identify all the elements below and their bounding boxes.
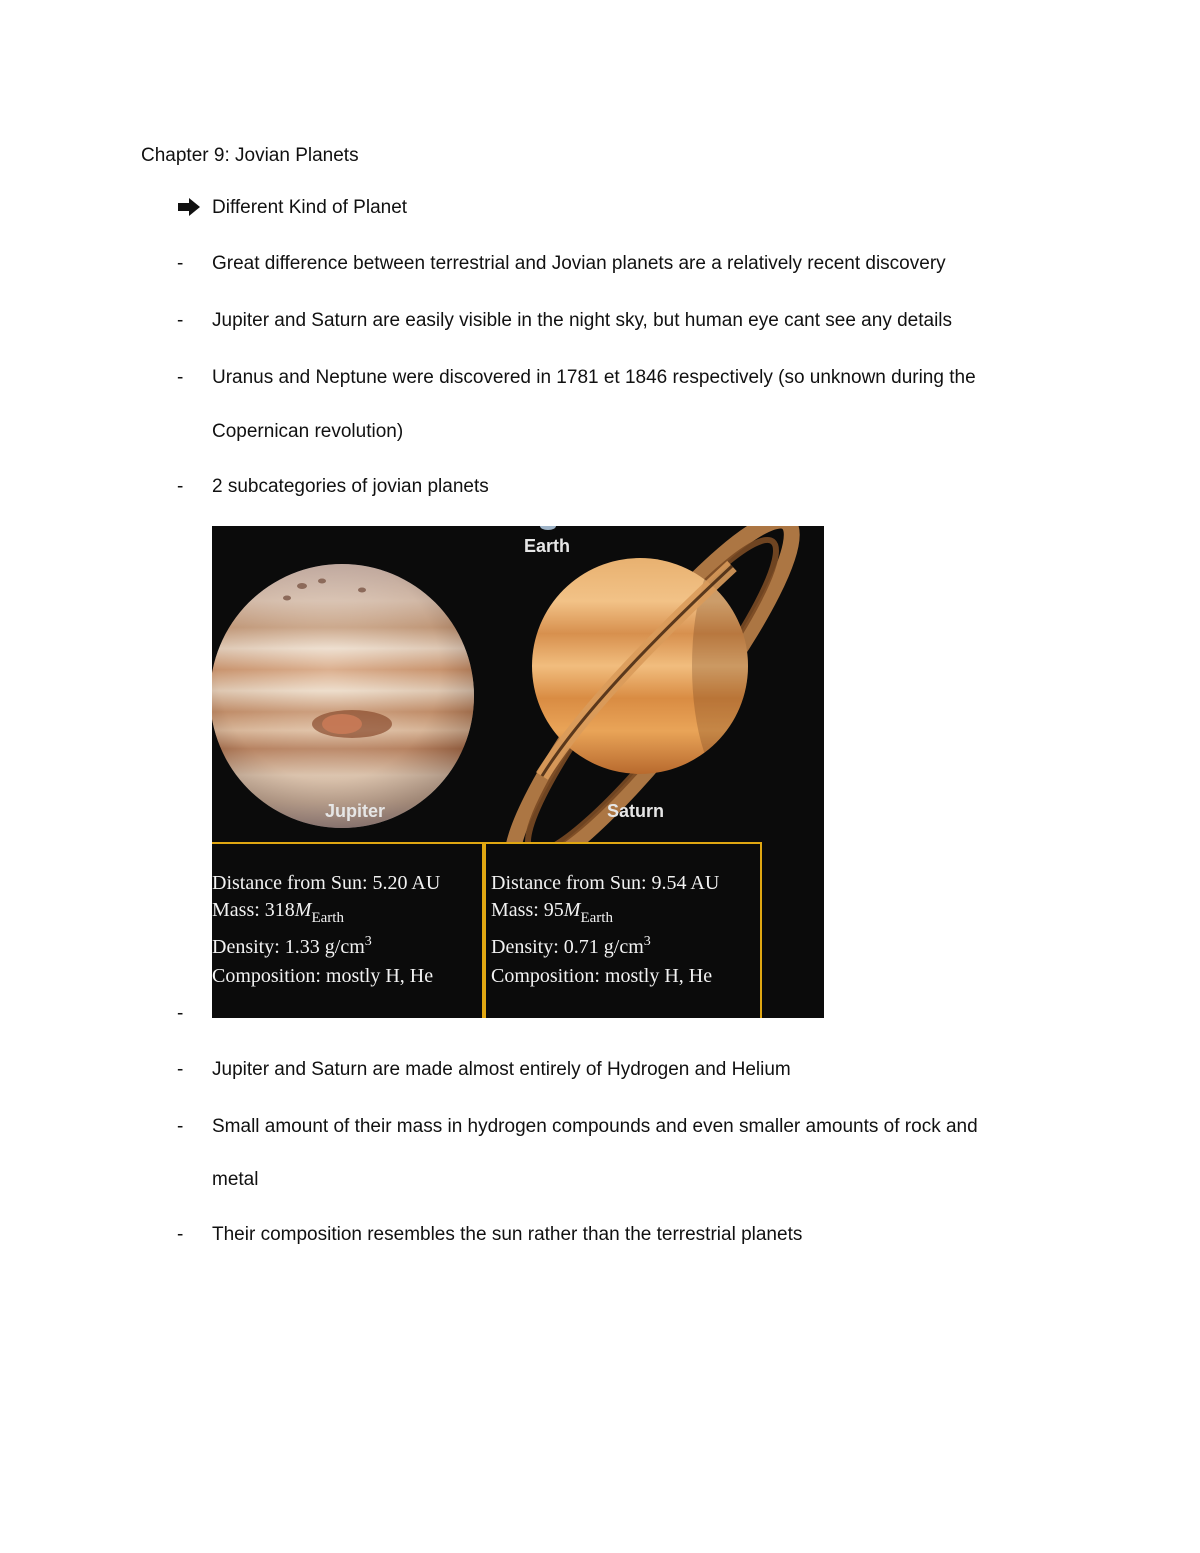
bullet-dash: -: [177, 476, 184, 497]
mass-symbol: M: [563, 899, 581, 921]
right-arrow-icon: [176, 196, 202, 218]
saturn-info-box: [484, 842, 762, 1018]
bullet-dash: -: [177, 1224, 184, 1245]
jupiter-composition: Composition: mostly H, He: [212, 965, 434, 987]
jupiter-label: Jupiter: [325, 801, 386, 821]
bullet-text: Great difference between terrestrial and Jovian planets are a relatively recent discovery: [212, 253, 946, 274]
saturn-mass-value: Mass: 95: [491, 899, 564, 921]
density-superscript: 3: [364, 934, 372, 949]
jupiter-image: [212, 564, 474, 828]
density-superscript: 3: [643, 934, 651, 949]
bullet-text: Small amount of their mass in hydrogen compounds and even smaller amounts of rock and: [212, 1116, 978, 1137]
saturn-distance: Distance from Sun: 9.54 AU: [491, 872, 720, 894]
bullet-text: 2 subcategories of jovian planets: [212, 476, 489, 497]
jupiter-density: [212, 934, 440, 963]
bullet-text: Their composition resembles the sun rather than the terrestrial planets: [212, 1224, 803, 1245]
mass-symbol: M: [294, 899, 312, 921]
page-title: Chapter 9: Jovian Planets: [141, 145, 359, 166]
jupiter-mass-value: Mass: 318: [212, 899, 295, 921]
bullet-dash: -: [177, 1003, 184, 1024]
jupiter-info-box: [212, 842, 484, 1018]
bullet-text: Jupiter and Saturn are easily visible in the night sky, but human eye cant see any details: [212, 310, 953, 331]
saturn-density-value: Density: 0.71 g/cm: [491, 936, 644, 958]
saturn-mass: [491, 897, 719, 926]
bullet-dash: -: [177, 310, 184, 331]
mass-subscript: Earth: [580, 910, 613, 926]
bullet-text-continued: metal: [212, 1169, 259, 1190]
earth-label: Earth: [524, 536, 571, 556]
bullet-dash: -: [177, 367, 184, 388]
bullet-dash: -: [177, 253, 184, 274]
bullet-dash: -: [177, 1116, 184, 1137]
saturn-density: [491, 934, 719, 963]
mass-subscript: Earth: [311, 910, 344, 926]
saturn-composition: Composition: mostly H, He: [491, 965, 713, 987]
saturn-label: Saturn: [607, 801, 665, 821]
bullet-text-continued: Copernican revolution): [212, 421, 404, 442]
bullet-text: Uranus and Neptune were discovered in 1781 et 1846 respectively (so unknown during the: [212, 367, 976, 388]
section-heading: Different Kind of Planet: [212, 197, 408, 218]
jupiter-density-value: Density: 1.33 g/cm: [212, 936, 365, 958]
bullet-dash: -: [177, 1059, 184, 1080]
jovian-planets-figure: [212, 526, 824, 1018]
jupiter-distance: Distance from Sun: 5.20 AU: [212, 872, 441, 894]
bullet-text: Jupiter and Saturn are made almost entirely of Hydrogen and Helium: [212, 1059, 791, 1080]
jupiter-mass: [212, 897, 440, 926]
planets-image: [212, 526, 824, 844]
